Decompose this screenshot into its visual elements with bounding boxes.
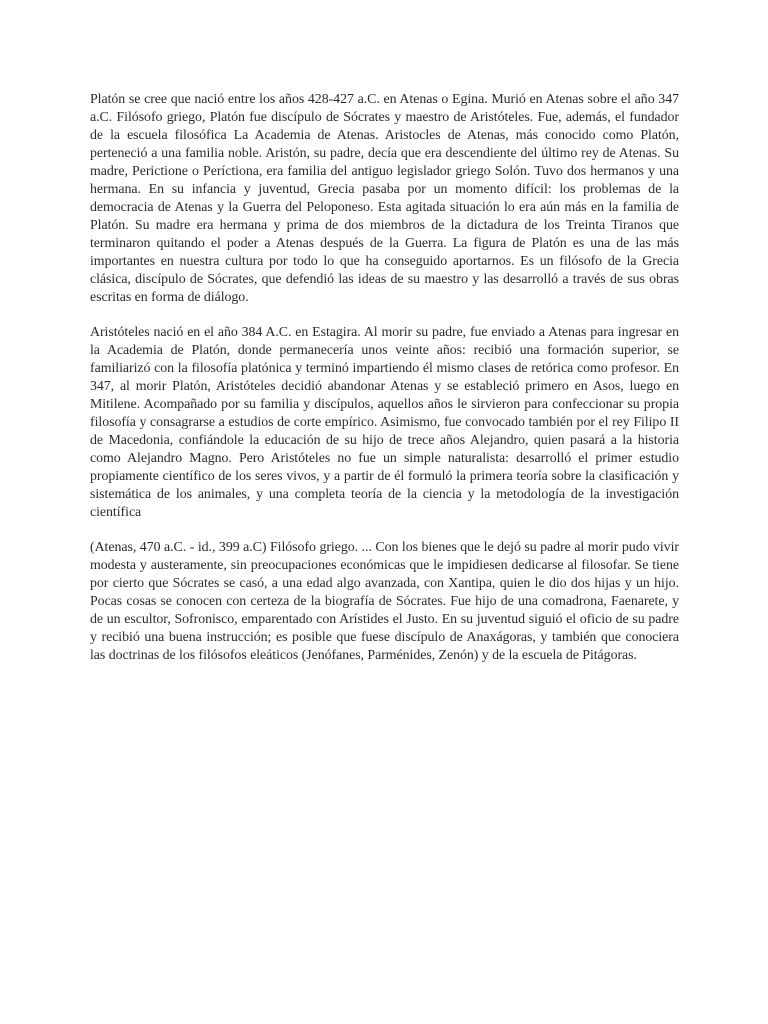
paragraph-platon: Platón se cree que nació entre los años 428-427 a.C. en Atenas o Egina. Murió en Atenas sobre el año 347 a.C. Filósofo griego, Platón fue discípulo de Sócrates y maestro de Aristóteles. Fue, además, el fundador de la escuela filosófica La Academia de Atenas. Aristocles de Atenas, más conocido como Platón, perteneció a una familia noble. Aristón, su padre, decía que era descendiente del último rey de Atenas. Su madre, Perictione o Períctiona, era familia del antiguo legislador griego Solón. Tuvo dos hermanos y una hermana. En su infancia y juventud, Grecia pasaba por un momento difícil: los problemas de la democracia de Atenas y la Guerra del Peloponeso. Esta agitada situación lo era aún más en la familia de Platón. Su madre era hermana y prima de dos miembros de la dictadura de los Treinta Tiranos que terminaron quitando el poder a Atenas después de la Guerra. La figura de Platón es una de las más importantes en nuestra cultura por todo lo que ha conseguido aportarnos. Es un filósofo de la Grecia clásica, discípulo de Sócrates, que defendió las ideas de su maestro y las desarrolló a través de sus obras escritas en forma de diálogo. [90,92,679,305]
document-body [90,91,679,665]
paragraph-aristoteles: Aristóteles nació en el año 384 A.C. en Estagira. Al morir su padre, fue enviado a Atenas para ingresar en la Academia de Platón, donde permanecería unos veinte años: recibió una formación superior, se familiarizó con la filosofía platónica y terminó impartiendo él mismo clases de retórica como profesor. En 347, al morir Platón, Aristóteles decidió abandonar Atenas y se estableció primero en Asos, luego en Mitilene. Acompañado por su familia y discípulos, aquellos años le sirvieron para confeccionar su propia filosofía y consagrarse a estudios de corte empírico. Asimismo, fue convocado también por el rey Filipo II de Macedonia, confiándole la educación de su hijo de trece años Alejandro, quien pasará a la historia como Alejandro Magno. Pero Aristóteles no fue un simple naturalista: desarrolló el primer estudio propiamente científico de los seres vivos, y a partir de él formuló la primera teoría sobre la clasificación y sistemática de los animales, y una completa teoría de la ciencia y la metodología de la investigación científica [90,325,679,520]
paragraph-socrates: (Atenas, 470 a.C. - id., 399 a.C) Filósofo griego. ... Con los bienes que le dejó su padre al morir pudo vivir modesta y austeramente, sin preocupaciones económicas que le impidiesen dedicarse al filosofar. Se tiene por cierto que Sócrates se casó, a una edad algo avanzada, con Xantipa, quien le dio dos hijas y un hijo. Pocas cosas se conocen con certeza de la biografía de Sócrates. Fue hijo de una comadrona, Faenarete, y de un escultor, Sofronisco, emparentado con Arístides el Justo. En su juventud siguió el oficio de su padre y recibió una buena instrucción; es posible que fuese discípulo de Anaxágoras, y también que conociera las doctrinas de los filósofos eleáticos (Jenófanes, Parménides, Zenón) y de la escuela de Pitágoras. [90,540,679,663]
